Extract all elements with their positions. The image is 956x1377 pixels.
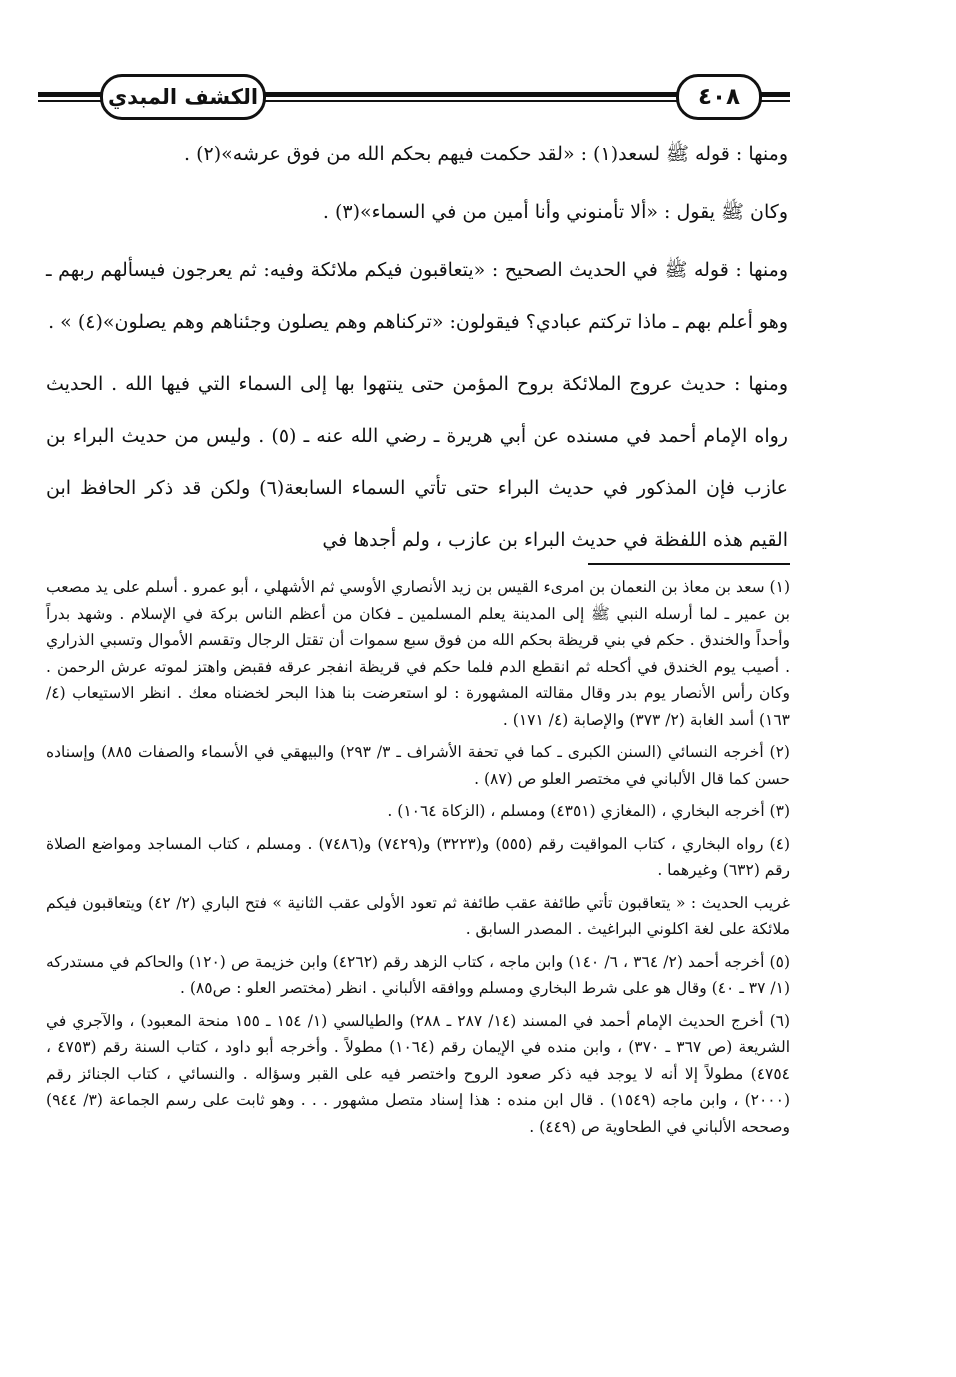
footnote-5: (٥) أخرجه أحمد (٢/ ٣٦٤ ، ٦/ ١٤٠) وابن ماجه ، كتاب الزهد رقم (٤٢٦٢) وابن خزيمة ص (١٢٠) والحاكم في مستدركه (١/ ٣٧ ـ ٤٠) وقال هو على شرط البخاري ومسلم ووافقه الألباني . انظر (مختصر العلو : ص٨٥) . <box>46 952 790 997</box>
footnote-4: (٤) رواه البخاري ، كتاب المواقيت رقم (٥٥٥) و(٣٢٢٣) و(٧٤٢٩) و(٧٤٨٦) . ومسلم ، كتاب المساجد ومواضع الصلاة رقم (٦٣٢) وغيرهما . <box>46 834 790 879</box>
footnote-6: (٦) أخرج الحديث الإمام أحمد في المسند (١٤/ ٢٨٧ ـ ٢٨٨) والطيالسي (١/ ١٥٤ ـ ١٥٥ منحة المعبود) ، والآجري في الشريعة (ص ٣٦٧ ـ ٣٧٠) ، وابن منده في الإيمان رقم (١٠٦٤) مطولاً . وأخرجه أبو داود ، كتاب السنة رقم (٤٧٥٣ ، ٤٧٥٤) مطولاً إلا أنه لا يوجد فيه ذكر صعود الروح واختصر فيه على القبر وسؤاله . والنسائي ، كتاب الجنائز رقم (٢٠٠٠) ، وابن ماجه (١٥٤٩) . قال ابن منده : هذا إسناد متصل مشهور . . . وهو ثابت على رسم الجماعة (٣/ ٩٤٤) وصححه الألباني في الطحاوية ص (٤٤٩) . <box>46 1011 791 1136</box>
footnote-divider <box>588 563 790 565</box>
footnote-1: (١) سعد بن معاذ بن النعمان بن امرىء القيس بن زيد الأنصاري الأوسي ثم الأشهلي ، أبو عمرو . أسلم على يد مصعب بن عمير ـ لما أرسله النبي ﷺ إلى المدينة يعلم المسلمين ـ فكان من أعظم الناس بركة في الإسلام . وشهد بدراً وأحداً والخندق . حكم في بني قريظة بحكم الله من فوق سبع سموات أن تقتل الرجال وتقسم الأموال وتسبي الذراري . أصيب يوم الخندق في أكحله ثم انقطع الدم فلما حكم في قريظة انفجر عرقه فقبض واهتز لموته عرش الرحمن . وكان رأس الأنصار يوم بدر وقال مقالته المشهورة : لو استعرضت بنا هذا البحر لخضناه معك . انظر الاستيعاب (٤/ ١٦٣) أسد الغابة (٢/ ٣٧٣) والإصابة (٤/ ١٧١) . <box>46 578 790 729</box>
footnote-3: (٣) أخرجه البخاري ، (المغازي (٤٣٥١) ومسلم ، (الزكاة ١٠٦٤) . <box>387 802 790 820</box>
paragraph-1: ومنها : قوله ﷺ لسعد(١) : «لقد حكمت فيهم بحكم الله من فوق عرشه»(٢) . <box>184 143 788 165</box>
paragraph-4: ومنها : حديث عروج الملائكة بروح المؤمن حتى ينتهوا بها إلى السماء التي فيها الله . الحديث رواه الإمام أحمد في مسنده عن أبي هريرة ـ رضي الله عنه ـ (٥) . وليس من حديث البراء بن عازب فإن المذكور في حديث البراء حتى تأتي السماء السابعة(٦) ولكن قد ذكر الحافظ ابن القيم هذه اللفظة في حديث البراء بن عازب ، ولم أجدها في <box>46 373 788 551</box>
running-title: الكشف المبدي <box>107 85 259 109</box>
running-title-cartouche <box>100 74 266 120</box>
footnote-4-gloss: غريب الحديث : « يتعاقبون تأتي طائفة عقب طائفة ثم تعود الأولى عقب الثانية » فتح الباري (٢/ ٤٢) ويتعاقبون فيكم ملائكة على لغة اكلوني البراغيث . المصدر السابق . <box>46 893 790 938</box>
paragraph-2: وكان ﷺ يقول : «ألا تأمنوني وأنا أمين من في السماء»(٣) . <box>322 201 788 223</box>
footnotes <box>46 574 790 1146</box>
main-text <box>46 128 788 566</box>
page-number-cartouche <box>676 74 762 120</box>
paragraph-3: ومنها : قوله ﷺ في الحديث الصحيح : «يتعاقبون فيكم ملائكة وفيه: ثم يعرجون فيسألهم ربهم ـ وهو أعلم بهم ـ ماذا تركتم عبادي؟ فيقولون: «تركناهم وهم يصلون وجئناهم وهم يصلون»(٤) » . <box>46 259 788 333</box>
page-number: ٤٠٨ <box>697 84 741 110</box>
footnote-2: (٢) أخرجه النسائي (السنن الكبرى ـ كما في تحفة الأشراف ـ ٣/ ٢٩٣) والبيهقي في الأسماء والصفات ٨٨٥) وإسناده حسن كما قال الألباني في مختصر العلو ص (٨٧) . <box>46 743 790 788</box>
